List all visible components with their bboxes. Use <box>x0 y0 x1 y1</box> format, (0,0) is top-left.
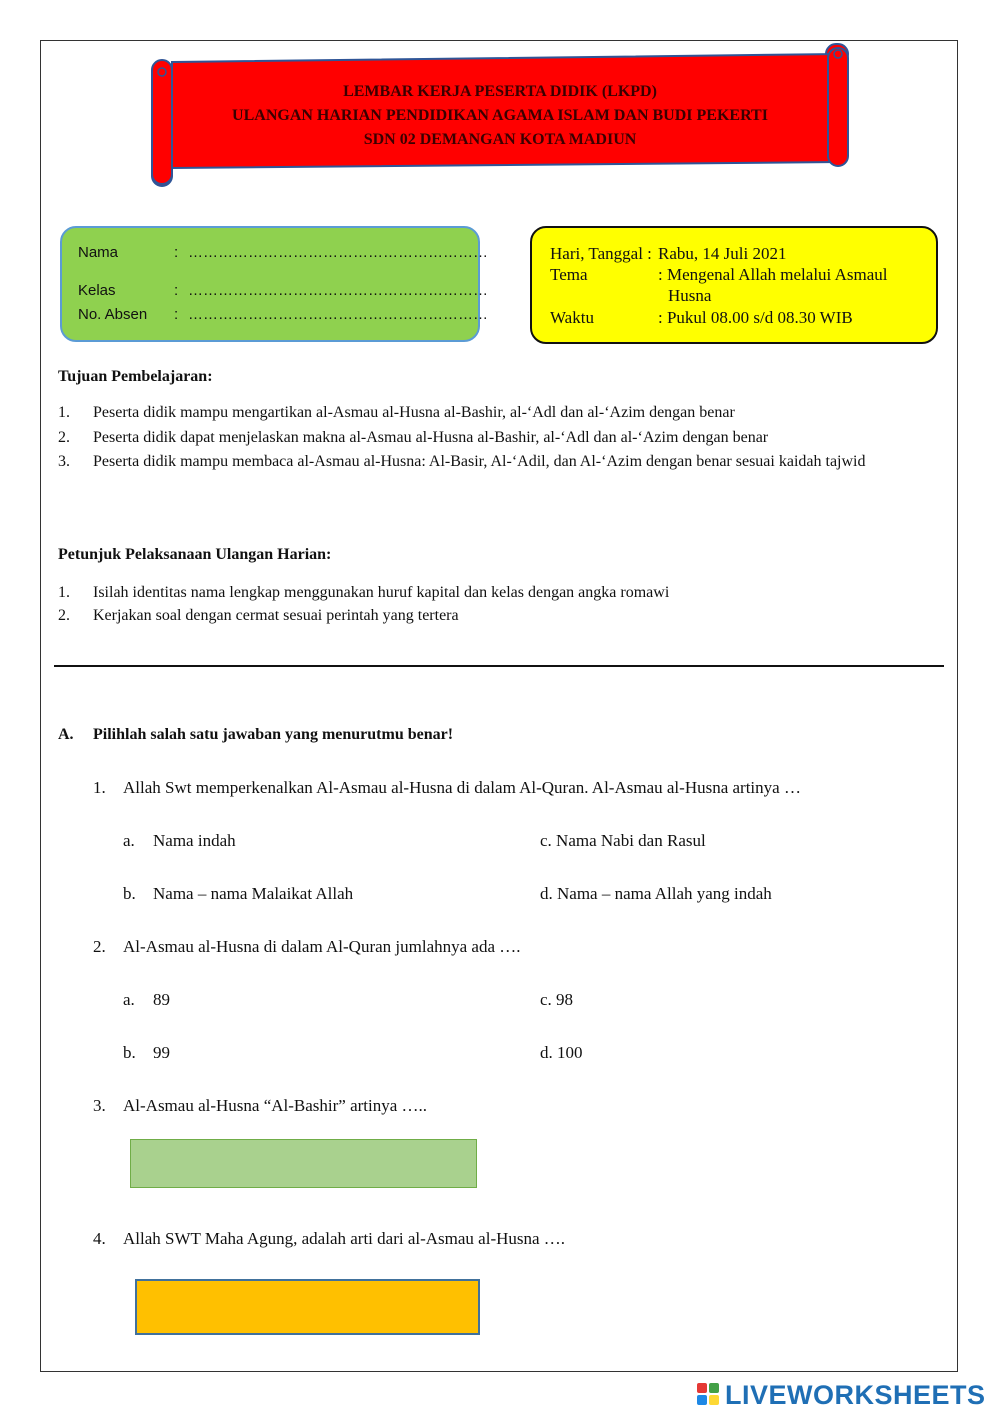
question-3 <box>93 1096 427 1116</box>
question-text: Allah Swt memperkenalkan Al-Asmau al-Husna di dalam Al-Quran. Al-Asmau al-Husna artinya … <box>123 778 801 797</box>
question-text: Al-Asmau al-Husna “Al-Bashir” artinya ….. <box>123 1096 428 1115</box>
question-4 <box>93 1229 565 1249</box>
objective-num: 1. <box>58 404 70 421</box>
objective-num: 3. <box>58 453 70 470</box>
option-text: Nama – nama Malaikat Allah <box>153 884 354 903</box>
instructions-title: Petunjuk Pelaksanaan Ulangan Harian: <box>58 546 332 563</box>
date-value: Rabu, 14 Juli 2021 <box>658 244 787 263</box>
info-row-theme-cont <box>668 286 711 306</box>
q1-option-a[interactable] <box>123 831 236 851</box>
theme-value: : Mengenal Allah melalui Asmaul <box>658 265 888 284</box>
q2-option-a[interactable] <box>123 990 170 1010</box>
info-row-date <box>550 244 786 264</box>
option-letter: d. <box>540 1043 553 1062</box>
instruction-text: Kerjakan soal dengan cermat sesuai perintah yang tertera <box>93 607 459 624</box>
q4-answer-input[interactable] <box>135 1279 480 1335</box>
class-label: Kelas <box>78 282 116 299</box>
objectives-title: Tujuan Pembelajaran: <box>58 368 213 385</box>
name-colon: : <box>174 244 179 261</box>
class-colon: : <box>174 282 179 299</box>
q1-option-d[interactable] <box>540 884 772 904</box>
banner-line-3: SDN 02 DEMANGAN KOTA MADIUN <box>363 131 637 148</box>
question-num: 1. <box>93 778 106 797</box>
section-divider <box>54 665 944 667</box>
date-label: Hari, Tanggal : <box>550 244 652 263</box>
option-letter: a. <box>123 990 135 1009</box>
instruction-num: 1. <box>58 584 70 601</box>
option-text: 98 <box>556 990 574 1009</box>
identity-row-class[interactable] <box>78 282 488 299</box>
instruction-text: Isilah identitas nama lengkap menggunakan huruf kapital dan kelas dengan angka romawi <box>93 584 670 601</box>
section-a-label: A. <box>58 726 74 743</box>
option-letter: b. <box>123 1043 136 1062</box>
option-text: 100 <box>557 1043 583 1062</box>
option-letter: a. <box>123 831 135 850</box>
option-text: 99 <box>153 1043 170 1062</box>
info-box <box>530 226 938 344</box>
question-2 <box>93 937 521 957</box>
option-text: Nama – nama Allah yang indah <box>557 884 772 903</box>
q3-answer-input[interactable] <box>130 1139 477 1188</box>
objective-num: 2. <box>58 429 70 446</box>
option-letter: c. <box>540 990 552 1009</box>
question-text: Allah SWT Maha Agung, adalah arti dari al-Asmau al-Husna …. <box>123 1229 566 1248</box>
banner-line-2: ULANGAN HARIAN PENDIDIKAN AGAMA ISLAM DAN BUDI PEKERTI <box>232 107 768 124</box>
objective-text: Peserta didik mampu membaca al-Asmau al-Husna: Al-Basir, Al-‘Adil, dan Al-‘Azim dengan benar sesuai kaidah tajwid <box>93 453 866 470</box>
info-row-theme <box>550 265 887 285</box>
question-text: Al-Asmau al-Husna di dalam Al-Quran jumlahnya ada …. <box>123 937 521 956</box>
absen-field[interactable]: …………………………………………………… <box>188 306 488 323</box>
question-num: 4. <box>93 1229 106 1248</box>
q1-option-c[interactable] <box>540 831 706 851</box>
option-letter: c. <box>540 831 552 850</box>
logo-squares-icon <box>697 1383 721 1407</box>
objective-text: Peserta didik dapat menjelaskan makna al-Asmau al-Husna al-Bashir, al-‘Adl dan al-‘Azim dengan benar <box>93 429 769 446</box>
section-a-title: Pilihlah salah satu jawaban yang menurutmu benar! <box>93 726 454 743</box>
question-1 <box>93 778 801 798</box>
option-letter: d. <box>540 884 553 903</box>
theme-value-cont: Husna <box>668 286 712 305</box>
option-text: 89 <box>153 990 170 1009</box>
q2-option-b[interactable] <box>123 1043 170 1063</box>
class-field[interactable]: …………………………………………………… <box>188 282 488 299</box>
question-num: 2. <box>93 937 106 956</box>
identity-row-name[interactable] <box>78 244 488 261</box>
time-label: Waktu <box>550 308 594 327</box>
time-value: : Pukul 08.00 s/d 08.30 WIB <box>658 308 853 327</box>
banner-title <box>170 80 830 152</box>
banner-line-1: LEMBAR KERJA PESERTA DIDIK (LKPD) <box>343 83 657 100</box>
option-text: Nama indah <box>153 831 236 850</box>
info-row-time <box>550 308 853 328</box>
name-label: Nama <box>78 244 119 261</box>
objective-text: Peserta didik mampu mengartikan al-Asmau al-Husna al-Bashir, al-‘Adl dan al-‘Azim dengan benar <box>93 404 735 421</box>
option-letter: b. <box>123 884 136 903</box>
q2-option-d[interactable] <box>540 1043 583 1063</box>
question-num: 3. <box>93 1096 106 1115</box>
absen-label: No. Absen <box>78 306 148 323</box>
name-field[interactable]: …………………………………………………… <box>188 244 488 261</box>
theme-label: Tema <box>550 265 588 284</box>
identity-row-absen[interactable] <box>78 306 488 323</box>
identity-box <box>60 226 488 342</box>
q2-option-c[interactable] <box>540 990 573 1010</box>
logo-text: LIVEWORKSHEETS <box>725 1380 986 1410</box>
instruction-num: 2. <box>58 607 70 624</box>
absen-colon: : <box>174 306 179 323</box>
section-a-heading <box>58 726 453 744</box>
q1-option-b[interactable] <box>123 884 353 904</box>
option-text: Nama Nabi dan Rasul <box>556 831 706 850</box>
